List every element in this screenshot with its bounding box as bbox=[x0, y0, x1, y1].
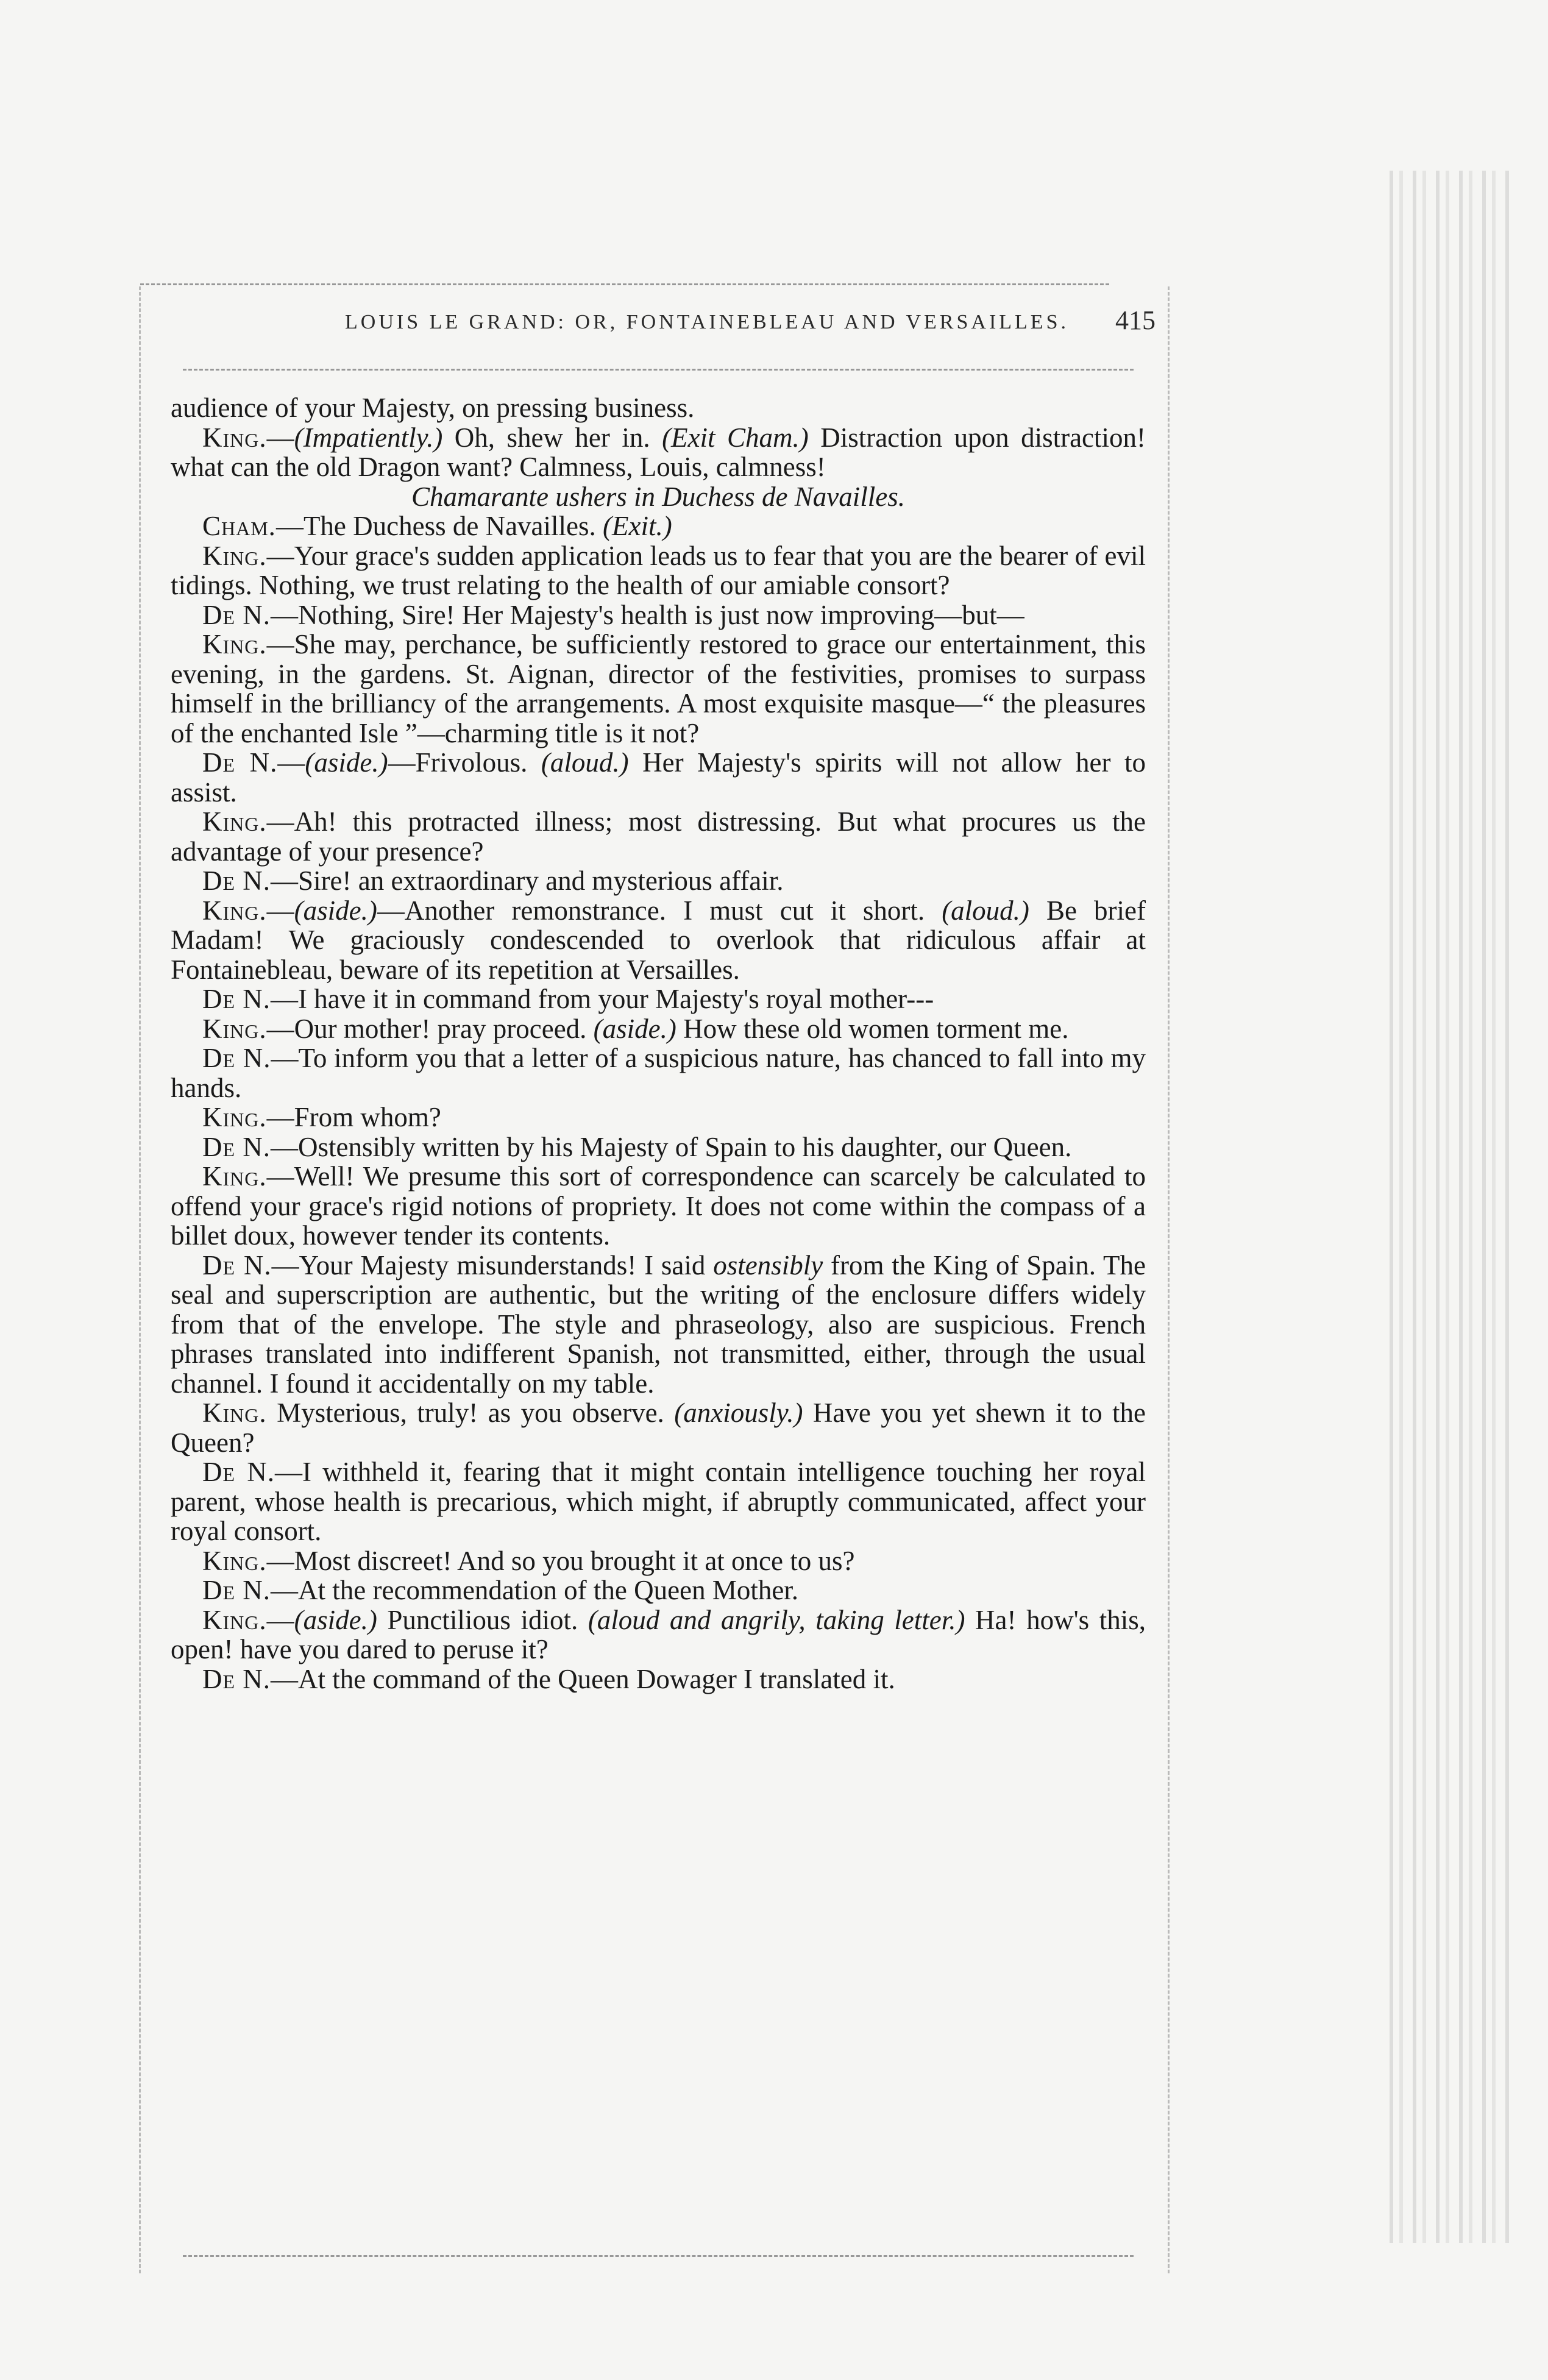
speech-text: —Another remonstrance. I must cut it short. bbox=[377, 895, 942, 926]
dialogue-paragraph bbox=[171, 393, 1146, 423]
dialogue-paragraph bbox=[171, 511, 1146, 541]
speaker-name: Cham. bbox=[202, 511, 276, 541]
top-border-rule bbox=[140, 283, 1109, 285]
speech-text: How these old women torment me. bbox=[676, 1013, 1069, 1044]
stage-direction bbox=[171, 482, 1146, 512]
speaker-name: King. bbox=[202, 629, 267, 659]
speech-text: — bbox=[266, 895, 294, 926]
speech-text: — bbox=[266, 422, 294, 453]
dialogue-paragraph bbox=[171, 1605, 1146, 1664]
speech-text: Ha! how's this, open! have you dared to peruse it? bbox=[171, 1604, 1146, 1664]
dialogue-paragraph bbox=[171, 1103, 1146, 1132]
stage-note: (anxiously.) bbox=[674, 1398, 803, 1428]
speech-text: —Ostensibly written by his Majesty of Spain to his daughter, our Queen. bbox=[271, 1131, 1072, 1162]
speech-text: —Your Majesty misunderstands! I said bbox=[271, 1249, 714, 1281]
speaker-name: De N. bbox=[202, 747, 278, 778]
stage-note: (aloud.) bbox=[942, 895, 1029, 926]
speech-text: —From whom? bbox=[266, 1102, 441, 1132]
speaker-name: De N. bbox=[202, 1575, 271, 1605]
left-border-rule bbox=[139, 286, 141, 2273]
speech-text: —The Duchess de Navailles. bbox=[275, 511, 603, 541]
stage-note: (aside.) bbox=[294, 895, 377, 926]
stage-note: (aside.) bbox=[593, 1013, 676, 1044]
stage-note: (aloud.) bbox=[541, 747, 629, 778]
speech-text: Mysterious, truly! as you observe. bbox=[266, 1398, 675, 1428]
dialogue-paragraph bbox=[171, 1251, 1146, 1399]
dialogue-paragraph bbox=[171, 1014, 1146, 1044]
speech-text: —To inform you that a letter of a suspicious nature, has chanced to fall into my hands. bbox=[171, 1043, 1146, 1103]
speech-text: —She may, perchance, be sufficiently restored to grace our entertainment, this evening, in the gardens. St. Aignan, director of the festivities, promises to surpass himself in the brilliancy of the arrangements. A most exquisite masque—“ the pleasures of the enchanted Isle ”—charming title is it not? bbox=[171, 629, 1146, 748]
speech-text: —I have it in command from your Majesty's royal mother--- bbox=[271, 984, 934, 1014]
speaker-name: De N. bbox=[202, 599, 271, 630]
speech-text: audience of your Majesty, on pressing business. bbox=[171, 393, 695, 423]
speaker-name: De N. bbox=[202, 1249, 272, 1281]
dialogue-paragraph bbox=[171, 866, 1146, 896]
running-title: LOUIS LE GRAND: OR, FONTAINEBLEAU AND VERSAILLES. bbox=[345, 311, 1069, 333]
bottom-border-rule bbox=[183, 2255, 1134, 2257]
stage-note: ostensibly bbox=[713, 1249, 823, 1281]
dialogue-paragraph bbox=[171, 1162, 1146, 1251]
speaker-name: De N. bbox=[202, 1663, 271, 1694]
speaker-name: King. bbox=[202, 895, 267, 926]
speaker-name: De N. bbox=[202, 984, 271, 1014]
stage-note: (aside.) bbox=[294, 1604, 377, 1635]
dialogue-paragraph bbox=[171, 1664, 1146, 1694]
speaker-name: King. bbox=[202, 1604, 267, 1635]
speech-text: —Most discreet! And so you brought it at once to us? bbox=[266, 1545, 855, 1576]
speech-text: —Frivolous. bbox=[388, 747, 541, 778]
speech-text: —Ah! this protracted illness; most distressing. But what procures us the advantage of your presence? bbox=[171, 806, 1146, 867]
speech-text: —Our mother! pray proceed. bbox=[266, 1013, 594, 1044]
speech-text: —Sire! an extraordinary and mysterious affair. bbox=[271, 865, 784, 896]
page-number: 415 bbox=[1115, 305, 1156, 335]
stage-note: (Exit.) bbox=[603, 511, 672, 541]
speaker-name: King. bbox=[202, 1545, 267, 1576]
speaker-name: De N. bbox=[202, 1043, 271, 1073]
dialogue-paragraph bbox=[171, 1043, 1146, 1103]
dialogue-paragraph bbox=[171, 1398, 1146, 1457]
speech-text: Chamarante ushers in Duchess de Navailles. bbox=[411, 481, 905, 512]
speech-text: —Nothing, Sire! Her Majesty's health is just now improving—but— bbox=[271, 599, 1024, 630]
speaker-name: De N. bbox=[202, 1457, 275, 1487]
speaker-name: De N. bbox=[202, 1131, 271, 1162]
speech-text: —I withheld it, fearing that it might contain intelligence touching her royal parent, whose health is precarious, which might, if abruptly communicated, affect your royal consort. bbox=[171, 1457, 1146, 1546]
dialogue-paragraph bbox=[171, 600, 1146, 630]
dialogue-paragraph bbox=[171, 984, 1146, 1014]
stage-note: (Impatiently.) bbox=[294, 422, 443, 453]
speaker-name: King. bbox=[202, 1102, 267, 1132]
dialogue-paragraph bbox=[171, 630, 1146, 748]
header-rule bbox=[183, 369, 1134, 371]
speaker-name: King. bbox=[202, 540, 267, 571]
speech-text: — bbox=[266, 1604, 294, 1635]
speech-text: Her Majesty's spirits will not allow her to assist. bbox=[171, 747, 1146, 808]
adjacent-page-edge bbox=[1390, 171, 1511, 2243]
speech-text: —At the command of the Queen Dowager I translated it. bbox=[271, 1663, 895, 1694]
speech-text: Have you yet shewn it to the Queen? bbox=[171, 1398, 1146, 1458]
speech-text: —Your grace's sudden application leads us to fear that you are the bearer of evil tidings. Nothing, we trust relating to the health of our amiable consort? bbox=[171, 540, 1146, 600]
speech-text: Punctilious idiot. bbox=[377, 1604, 588, 1635]
speaker-name: De N. bbox=[202, 865, 271, 896]
speech-text: Distraction upon distraction! what can the old Dragon want? Calmness, Louis, calmness! bbox=[171, 422, 1146, 482]
speaker-name: King. bbox=[202, 1013, 267, 1044]
speaker-name: King. bbox=[202, 1398, 267, 1428]
stage-note: (Exit Cham.) bbox=[662, 422, 809, 453]
dialogue-paragraph bbox=[171, 541, 1146, 600]
dialogue-paragraph bbox=[171, 423, 1146, 482]
dialogue-text bbox=[171, 393, 1146, 1694]
dialogue-paragraph bbox=[171, 748, 1146, 807]
speech-text: — bbox=[277, 747, 305, 778]
stage-note: (aloud and angrily, taking letter.) bbox=[588, 1604, 965, 1635]
dialogue-paragraph bbox=[171, 1132, 1146, 1162]
speech-text: Oh, shew her in. bbox=[442, 422, 662, 453]
speech-text: from the King of Spain. The seal and superscription are authentic, but the writing of the enclosure differs widely from that of the envelope. The style and phraseology, also are suspicious. French phrases translated into indifferent Spanish, not transmitted, either, through the usual channel. I found it accidentally on my table. bbox=[171, 1249, 1146, 1399]
dialogue-paragraph bbox=[171, 1575, 1146, 1605]
dialogue-paragraph bbox=[171, 1546, 1146, 1576]
speech-text: —Well! We presume this sort of correspondence can scarcely be calculated to offend your grace's rigid notions of propriety. It does not come within the compass of a billet doux, however tender its contents. bbox=[171, 1161, 1146, 1251]
speaker-name: King. bbox=[202, 422, 267, 453]
speaker-name: King. bbox=[202, 806, 267, 837]
dialogue-paragraph bbox=[171, 896, 1146, 985]
stage-note: (aside.) bbox=[305, 747, 388, 778]
right-border-rule bbox=[1168, 286, 1170, 2273]
speaker-name: King. bbox=[202, 1161, 267, 1192]
speech-text: Be brief Madam! We graciously condescended to overlook that ridiculous affair at Fontainebleau, beware of its repetition at Versailles. bbox=[171, 895, 1146, 985]
dialogue-paragraph bbox=[171, 807, 1146, 866]
dialogue-paragraph bbox=[171, 1457, 1146, 1546]
speech-text: —At the recommendation of the Queen Mother. bbox=[271, 1575, 799, 1605]
